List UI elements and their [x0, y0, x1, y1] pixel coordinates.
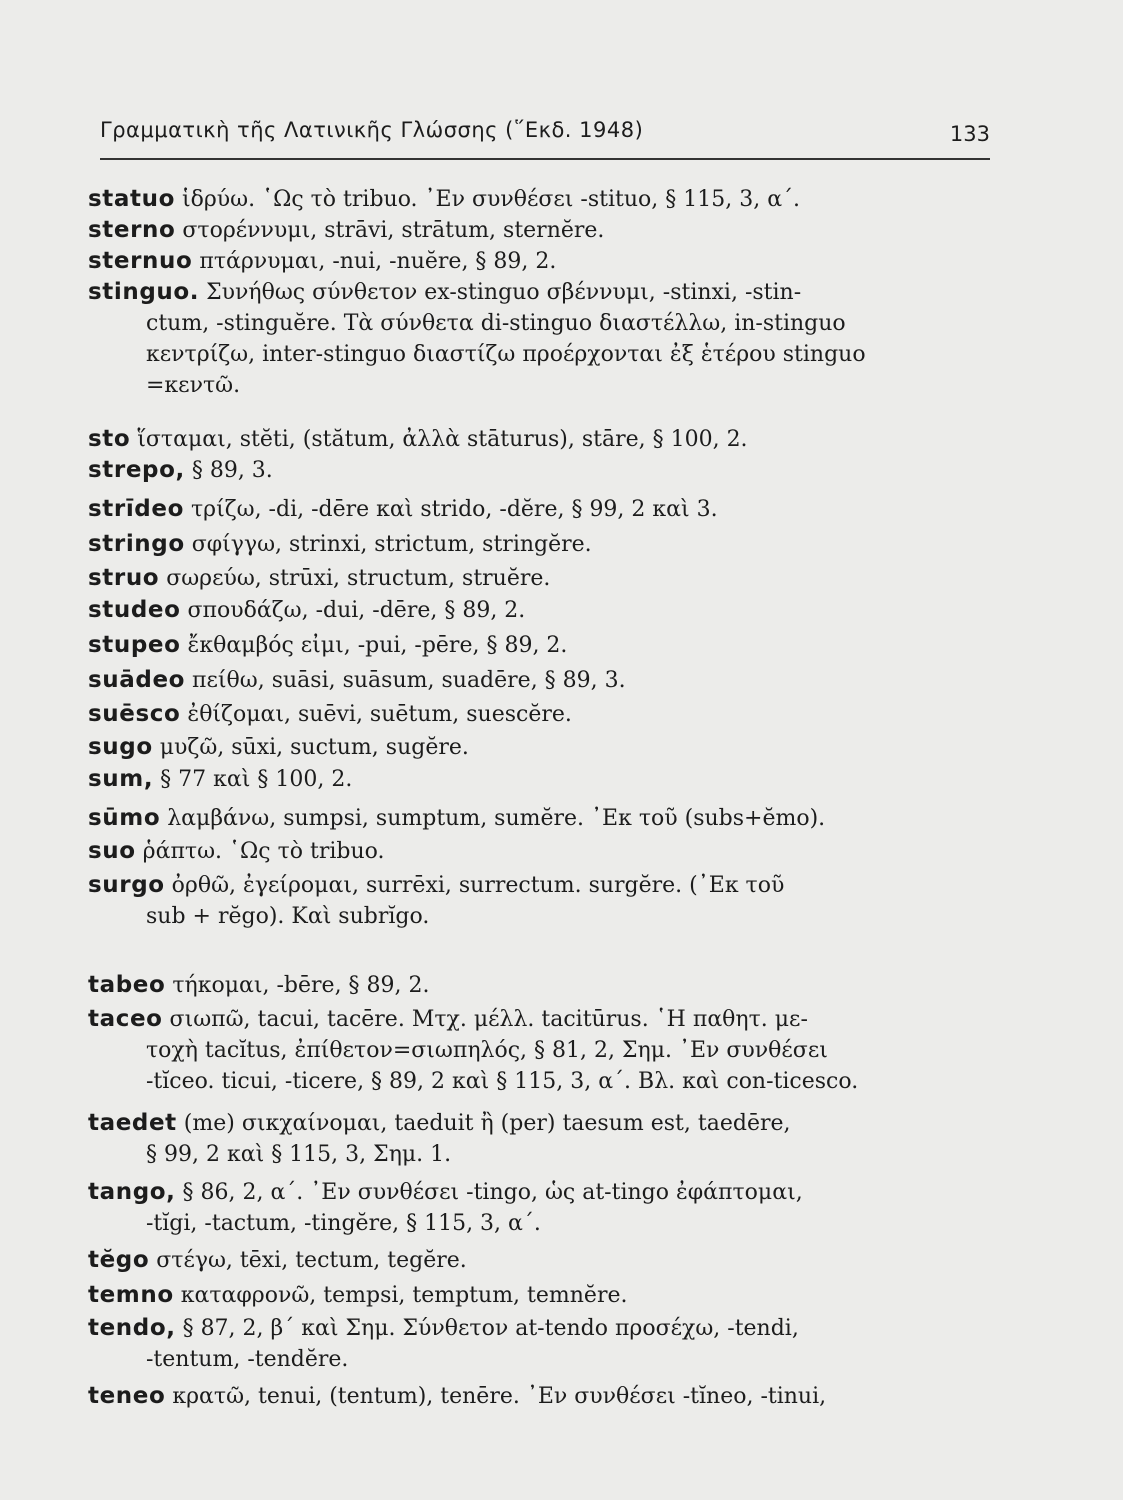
entry-continuation: τοχὴ tacĭtus, ἐπίθετον=σιωπηλός, § 81, 2, Σημ. ᾿Εν συνθέσει — [146, 1038, 828, 1063]
headword: sto — [88, 426, 131, 452]
entry-text: (me) σικχαίνομαι, taeduit ἢ (per) taesum est, taedēre, — [176, 1111, 791, 1136]
entry-text: πτάρνυμαι, -nui, -nuĕre, § 89, 2. — [192, 249, 557, 274]
running-title: Γραμματικὴ τῆς Λατινικῆς Γλώσσης (῞Εκδ. 1948) — [100, 118, 644, 142]
entry-text: στορέννυμι, strāvi, strātum, sternĕre. — [175, 218, 605, 243]
entry — [88, 732, 988, 763]
entry-text: κρατῶ, tenui, (tentum), tenēre. ᾿Εν συνθέσει -tĭneo, -tinui, — [165, 1384, 827, 1409]
entry-text: καταφρονῶ, tempsi, temptum, temnĕre. — [173, 1283, 628, 1308]
headword: tĕgo — [88, 1247, 150, 1273]
entry — [88, 424, 988, 455]
headword: stupeo — [88, 632, 181, 658]
entry-text: σιωπῶ, tacui, tacēre. Μτχ. μέλλ. tacitūrus. ῾Η παθητ. με- — [162, 1007, 808, 1032]
entry-text: ἔκθαμβός εἰμι, -pui, -pēre, § 89, 2. — [180, 633, 568, 658]
entry — [88, 494, 988, 525]
entry-text: § 86, 2, α΄. ᾿Εν συνθέσει -tingo, ὡς at-tingo ἐφάπτομαι, — [175, 1180, 803, 1205]
entry — [88, 563, 988, 594]
entry — [88, 1381, 988, 1412]
entry-text: μυζῶ, sūxi, suctum, sugĕre. — [152, 735, 469, 760]
entry — [88, 529, 988, 560]
headword: sternuo — [88, 248, 193, 274]
entry — [88, 455, 988, 486]
headword: stringo — [88, 531, 185, 557]
entry-continuation: =κεντῶ. — [146, 373, 241, 398]
entry — [88, 1108, 988, 1170]
headword: sterno — [88, 217, 176, 243]
headword: taedet — [88, 1110, 177, 1136]
entry — [88, 1313, 988, 1375]
entry-text: ἱδρύω. ῾Ως τὸ tribuo. ᾿Εν συνθέσει -stituo, § 115, 3, α΄. — [174, 187, 801, 212]
entry — [88, 277, 988, 401]
entry-text: στέγω, tēxi, tectum, tegĕre. — [149, 1248, 467, 1273]
headword: suo — [88, 838, 136, 864]
headword: stinguo. — [88, 279, 200, 305]
entry-continuation: sub + rĕgo). Καὶ subrĭgo. — [146, 904, 430, 929]
entry-text: τρίζω, -di, -dēre καὶ strido, -dĕre, § 99, 2 καὶ 3. — [183, 497, 718, 522]
entry-continuation: -tĭceo. ticui, -ticere, § 89, 2 καὶ § 115, 3, α΄. Βλ. καὶ con-ticesco. — [146, 1069, 859, 1094]
headword: strīdeo — [88, 496, 184, 522]
entry-continuation: -tentum, -tendĕre. — [146, 1347, 349, 1372]
entry-continuation: § 99, 2 καὶ § 115, 3, Σημ. 1. — [146, 1142, 452, 1167]
entry-text: πείθω, suāsi, suāsum, suadēre, § 89, 3. — [185, 668, 626, 693]
entry — [88, 803, 988, 834]
headword: tango, — [88, 1179, 176, 1205]
entry — [88, 246, 988, 277]
entry-text: σωρεύω, strūxi, structum, struĕre. — [159, 566, 551, 591]
entry-continuation: -tĭgi, -tactum, -tingĕre, § 115, 3, α΄. — [146, 1211, 541, 1236]
headword: taceo — [88, 1006, 163, 1032]
entry-text: § 89, 3. — [184, 458, 273, 483]
entry-text: ὀρθῶ, ἐγείρομαι, surrēxi, surrectum. surgĕre. (᾿Εκ τοῦ — [164, 873, 785, 898]
headword: suēsco — [88, 701, 181, 727]
entry — [88, 1004, 988, 1097]
headword: temno — [88, 1282, 174, 1308]
page-number: 133 — [949, 122, 990, 146]
headword: statuo — [88, 186, 175, 212]
entry-text: ἵσταμαι, stĕti, (stătum, ἀλλὰ stāturus), stāre, § 100, 2. — [130, 427, 748, 452]
headword: strepo, — [88, 457, 185, 483]
headword: sūmo — [88, 805, 161, 831]
entry — [88, 665, 988, 696]
entry — [88, 836, 988, 867]
entry-text: Συνήθως σύνθετον ex-stinguo σβέννυμι, -stinxi, -stin- — [199, 280, 802, 305]
entry — [88, 184, 988, 215]
entry — [88, 699, 988, 730]
entry — [88, 630, 988, 661]
entry — [88, 595, 988, 626]
entry-text: σφίγγω, strinxi, strictum, stringĕre. — [184, 532, 592, 557]
entry-continuation: κεντρίζω, inter-stinguo διαστίζω προέρχονται ἐξ ἑτέρου stinguo — [146, 342, 866, 367]
entry — [88, 1177, 988, 1239]
entry-text: § 77 καὶ § 100, 2. — [153, 767, 353, 792]
entry-text: σπουδάζω, -dui, -dēre, § 89, 2. — [180, 598, 526, 623]
entry — [88, 870, 988, 932]
entry-text: τήκομαι, -bēre, § 89, 2. — [165, 973, 430, 998]
headword: teneo — [88, 1383, 166, 1409]
headword: surgo — [88, 872, 165, 898]
headword: tabeo — [88, 972, 166, 998]
headword: suādeo — [88, 667, 186, 693]
headword: sugo — [88, 734, 153, 760]
entry-text: § 87, 2, β΄ καὶ Σημ. Σύνθετον at-tendo προσέχω, -tendi, — [175, 1316, 799, 1341]
entry — [88, 764, 988, 795]
headword: tendo, — [88, 1315, 176, 1341]
entry — [88, 1245, 988, 1276]
entry-text: ἐθίζομαι, suēvi, suētum, suescĕre. — [180, 702, 572, 727]
headword: sum, — [88, 766, 154, 792]
entry — [88, 215, 988, 246]
entry — [88, 1280, 988, 1311]
entry-text: ῥάπτω. ῾Ως τὸ tribuo. — [135, 839, 385, 864]
entry-continuation: ctum, -stinguĕre. Τὰ σύνθετα di-stinguo διαστέλλω, in-stinguo — [146, 311, 846, 336]
entry — [88, 970, 988, 1001]
headword: struo — [88, 565, 160, 591]
headword: studeo — [88, 597, 181, 623]
entry-text: λαμβάνω, sumpsi, sumptum, sumĕre. ᾿Εκ τοῦ (subs+ĕmo). — [160, 806, 826, 831]
